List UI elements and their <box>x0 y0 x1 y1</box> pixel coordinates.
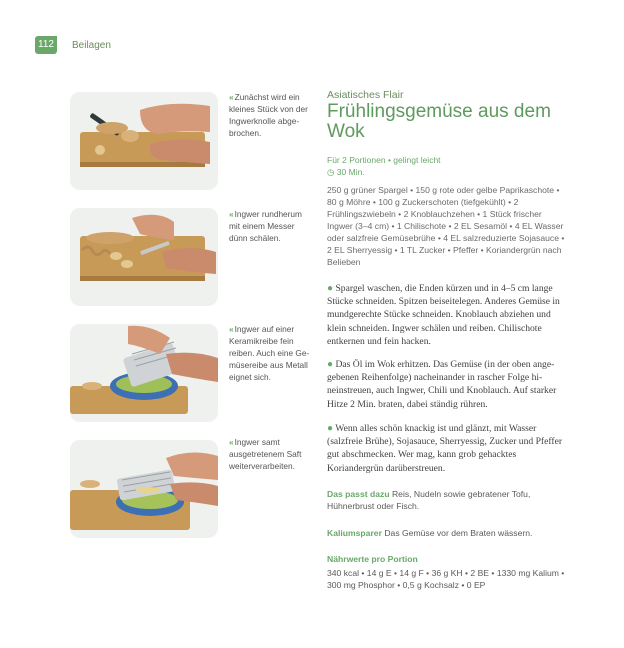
step-1-caption <box>229 91 311 139</box>
bullet-icon: ● <box>327 359 334 370</box>
tip-potassium-label: Kaliumsparer <box>327 528 382 538</box>
tip-pairing-label: Das passt dazu <box>327 489 390 499</box>
clock-icon: ◷ <box>327 167 335 177</box>
page-number: 112 <box>35 36 57 54</box>
instruction-1-text: Spargel waschen, die Enden kürzen und in 4–5 cm lange Stücke schneiden. Spitzen beiseitelegen. Anderes Gemüse in mundgerechte Stücke schneiden. Knoblauch abziehen und klein schneiden. Ingwer schälen und reiben. Chilischote entkernen und fein hacken. <box>327 283 560 347</box>
recipe-meta <box>327 154 441 178</box>
step-2-text: Ingwer rundherum mit einem Messer dünn schälen. <box>229 209 302 243</box>
servings: Für 2 Portionen • gelingt leicht <box>327 155 441 165</box>
prep-time <box>327 166 441 178</box>
section-title: Beilagen <box>72 40 111 51</box>
chevron-left-icon: « <box>229 437 234 447</box>
ingredient-list: 250 g grüner Spargel • 150 g rote oder gelbe Paprikaschote • 80 g Möhre • 100 g Zuckerschoten (tiefgekühlt) • 2 Frühlingszwiebeln • 2 Knoblauchzehen • 1 Stück frischer Ingwer (3–4 cm) • 1 Chilischote • 2 EL Sesamöl • 4 EL Wasser oder salzfreie Gemüsebrühe • 4 EL salzreduzierte Sojasauce • 2 EL Sherryessig • 1 TL Zucker • Pfeffer • Koriandergrün nach Belieben <box>327 185 565 267</box>
photo-peel-ginger <box>70 208 218 306</box>
instruction-3 <box>327 422 572 475</box>
photo-break-ginger <box>70 92 218 190</box>
step-1-text: Zunächst wird ein kleines Stück von der Ingwerknolle abgebrochen. <box>229 92 308 138</box>
recipe-title: Frühlingsgemüse aus dem Wok <box>327 101 551 142</box>
recipe-kicker: Asiatisches Flair <box>327 89 404 101</box>
step-3-text: Ingwer auf einer Keramikreibe fein reiben. Auch eine Gemüsereibe aus Metall eignet sich. <box>229 324 310 382</box>
chevron-left-icon: « <box>229 324 234 334</box>
instruction-1 <box>327 282 572 348</box>
tip-pairing <box>327 488 577 512</box>
step-3-caption <box>229 323 311 383</box>
instruction-3-text: Wenn alles schön knackig ist und glänzt, mit Wasser (salzfreie Brühe), Sojasauce, Sherryessig, Zucker und Pfeffer gut abschmecken. Wer mag, kann grob gehacktes Koriandergrün darüberstreuen. <box>327 423 563 474</box>
bullet-icon: ● <box>327 283 334 294</box>
photo-ginger-juice <box>70 440 218 538</box>
chevron-left-icon: « <box>229 92 234 102</box>
tip-potassium <box>327 527 577 539</box>
tip-pairing-text: Reis, Nudeln sowie gebratener Tofu, Hühnerbrust oder Fisch. <box>327 489 531 511</box>
prep-time-value: 30 Min. <box>336 167 365 177</box>
step-4-caption <box>229 436 311 472</box>
bullet-icon: ● <box>327 423 334 434</box>
step-4-text: Ingwer samt ausgetretenem Saft weiterverarbeiten. <box>229 437 302 471</box>
nutrition-values: 340 kcal • 14 g E • 14 g F • 36 g KH • 2 BE • 1330 mg Kalium • 300 mg Phosphor • 0,5 g Kochsalz • 0 EP <box>327 568 565 590</box>
step-2-caption <box>229 208 311 244</box>
instruction-2-text: Das Öl im Wok erhitzen. Das Gemüse (in der oben angegebenen Reihenfolge) nacheinander in rascher Folge hineinstreuen, auch Ingwer, Chili und Knoblauch. Auf starker Hitze 2 Min. braten, dabei ständig rühren. <box>327 359 557 410</box>
photo-grate-ginger <box>70 324 218 422</box>
nutrition-heading: Nährwerte pro Portion <box>327 554 418 564</box>
chevron-left-icon: « <box>229 209 234 219</box>
tip-potassium-text: Das Gemüse vor dem Braten wässern. <box>384 528 533 538</box>
instruction-2 <box>327 358 572 411</box>
